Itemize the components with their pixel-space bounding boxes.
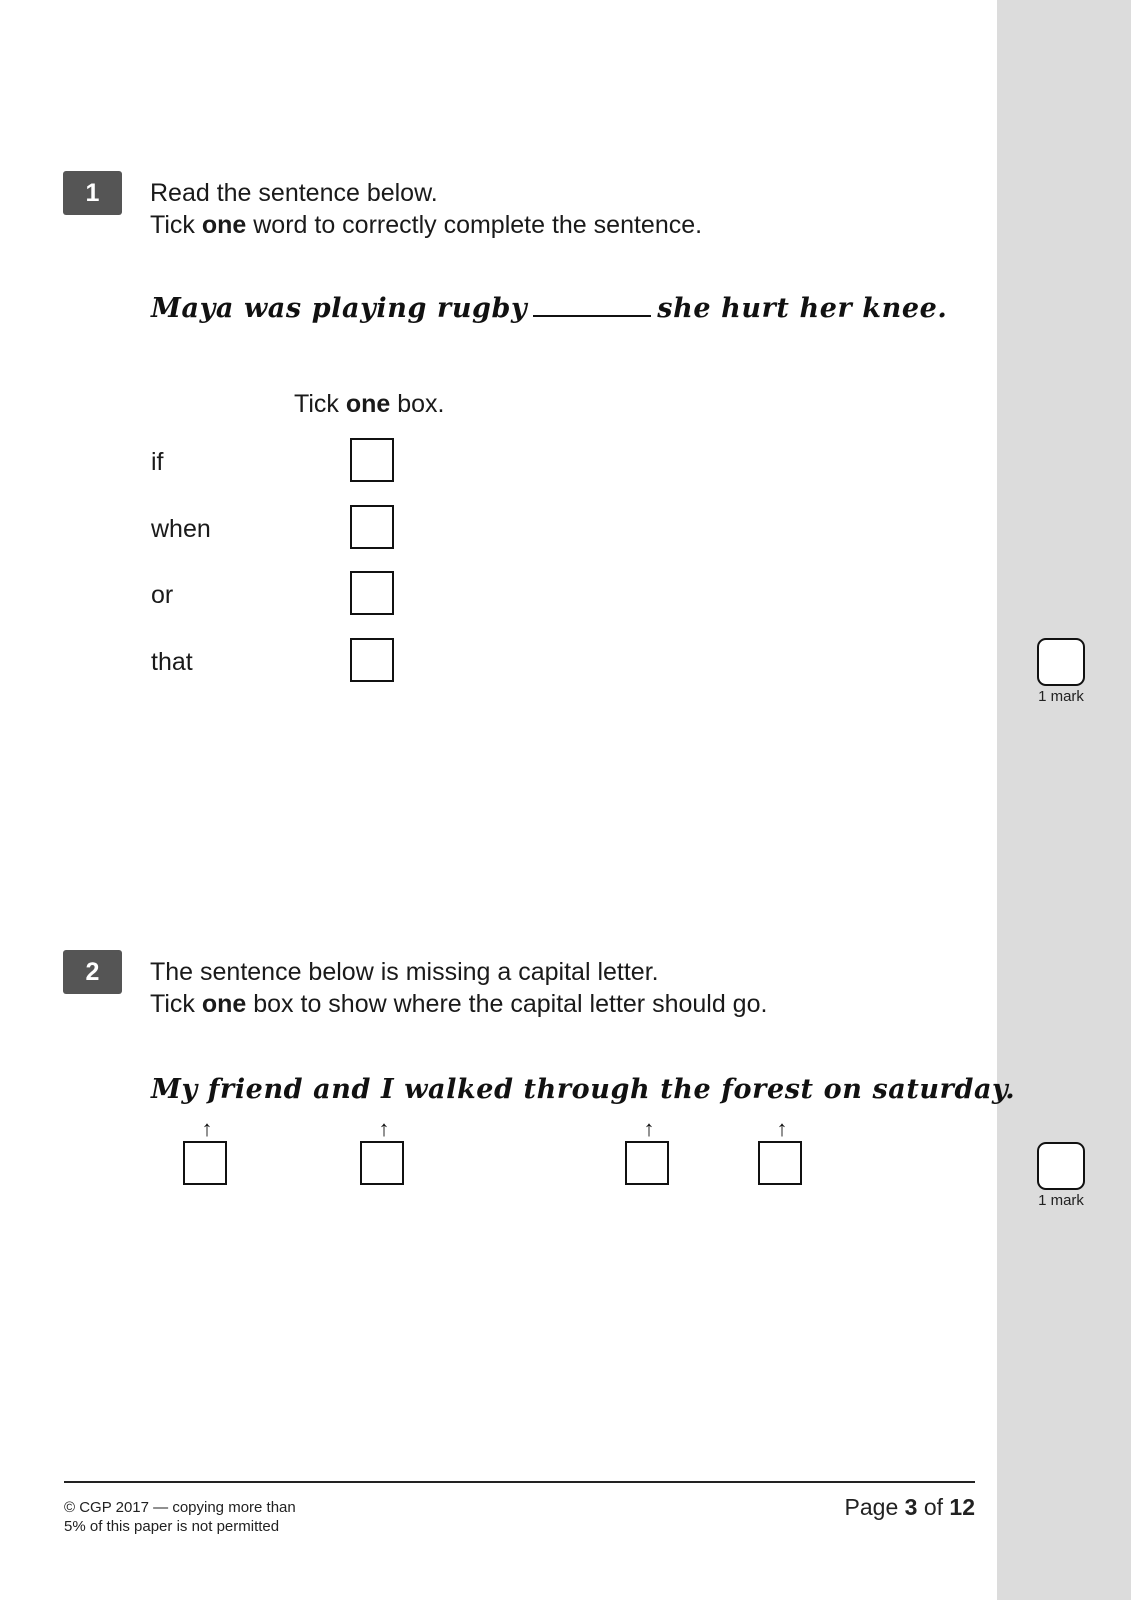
tickbox-if[interactable] <box>350 438 394 482</box>
capital-tickbox-4[interactable] <box>758 1141 802 1185</box>
footer-divider <box>64 1481 975 1483</box>
mark-box-q2[interactable] <box>1037 1142 1085 1190</box>
question-1-line1: Read the sentence below. <box>150 179 438 207</box>
mark-label-q2: 1 mark <box>1038 1192 1084 1209</box>
tickbox-or[interactable] <box>350 571 394 615</box>
sentence-end: she hurt her knee. <box>657 293 948 324</box>
question-1-instructions <box>150 177 702 241</box>
question-2-sentence: My friend and I walked through the forest on saturday. <box>151 1074 1016 1105</box>
arrow-up-icon: ↑ <box>201 1116 213 1141</box>
capital-tickbox-1[interactable] <box>183 1141 227 1185</box>
marking-margin <box>997 0 1131 1600</box>
question-2-line1: The sentence below is missing a capital letter. <box>150 958 659 986</box>
copyright-notice: © CGP 2017 — copying more than 5% of this paper is not permitted <box>64 1499 296 1535</box>
option-label-that: that <box>151 648 193 676</box>
option-label-when: when <box>151 515 211 543</box>
question-number-1: 1 <box>63 171 122 215</box>
question-1-line2: Tick one word to correctly complete the sentence. <box>150 211 703 239</box>
page-number: Page 3 of 12 <box>844 1494 975 1520</box>
tick-one-box-instruction: Tick one box. <box>294 390 445 418</box>
sentence-start: Maya was playing rugby <box>151 293 528 324</box>
capital-tickbox-2[interactable] <box>360 1141 404 1185</box>
mark-label-q1: 1 mark <box>1038 688 1084 705</box>
question-2-line2: Tick one box to show where the capital letter should go. <box>150 990 768 1018</box>
option-label-or: or <box>151 581 174 609</box>
question-1-sentence <box>151 293 947 324</box>
tickbox-when[interactable] <box>350 505 394 549</box>
mark-box-q1[interactable] <box>1037 638 1085 686</box>
sentence-blank <box>533 293 651 317</box>
arrow-up-icon: ↑ <box>643 1116 655 1141</box>
question-2-instructions <box>150 956 767 1020</box>
tickbox-that[interactable] <box>350 638 394 682</box>
option-label-if: if <box>151 448 164 476</box>
arrow-up-icon: ↑ <box>776 1116 788 1141</box>
question-number-2: 2 <box>63 950 122 994</box>
arrow-up-icon: ↑ <box>378 1116 390 1141</box>
capital-tickbox-3[interactable] <box>625 1141 669 1185</box>
